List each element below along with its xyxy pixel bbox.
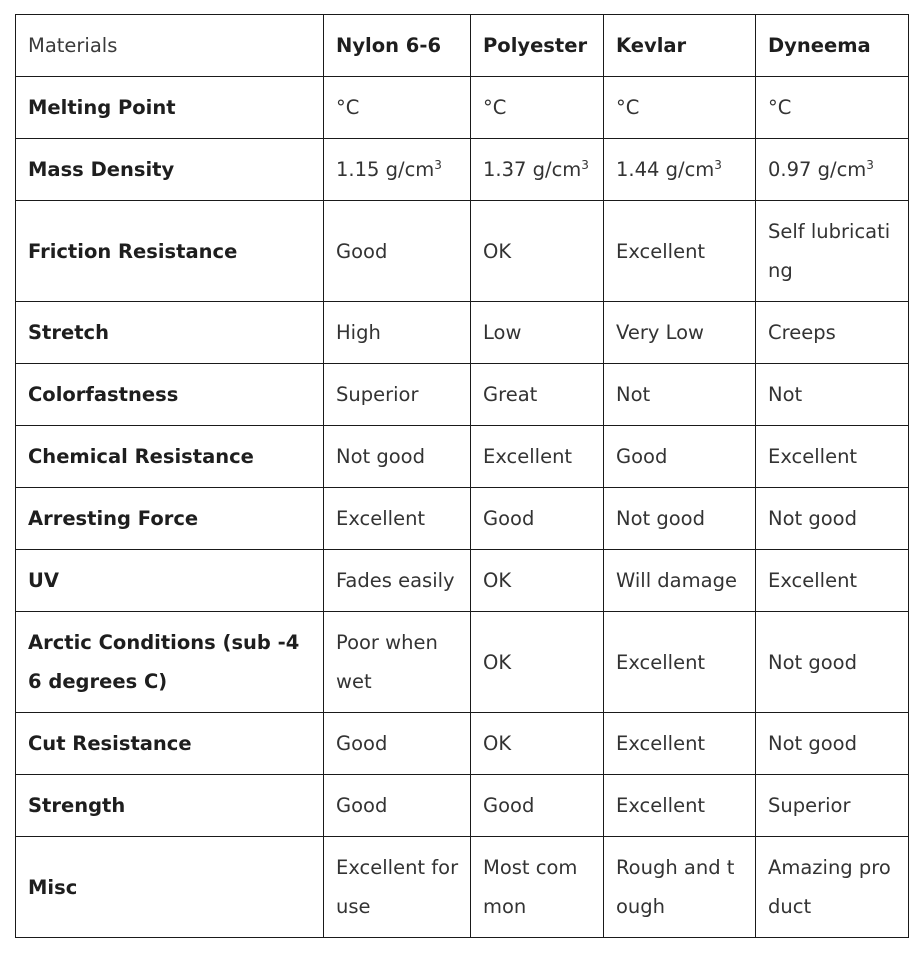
row-label-misc: Misc (16, 837, 324, 938)
table-row (16, 426, 909, 488)
table-cell: OK (471, 612, 604, 713)
table-cell: Not good (604, 488, 756, 550)
table-cell (756, 139, 909, 201)
superscript: 3 (581, 158, 589, 172)
table-row (16, 488, 909, 550)
table-cell: Poor when wet (324, 612, 471, 713)
table-cell (604, 139, 756, 201)
table-cell: Superior (324, 364, 471, 426)
table-cell: Excellent (604, 713, 756, 775)
table-cell (324, 139, 471, 201)
table-cell: Excellent for use (324, 837, 471, 938)
table-row (16, 302, 909, 364)
table-cell: Excellent (324, 488, 471, 550)
cell-value: 0.97 g/cm (768, 158, 867, 181)
table-cell: OK (471, 201, 604, 302)
column-header-polyester: Polyester (471, 15, 604, 77)
row-label-friction-resistance: Friction Resistance (16, 201, 324, 302)
table-cell: Not good (756, 612, 909, 713)
table-row (16, 550, 909, 612)
table-cell (471, 139, 604, 201)
table-cell: Good (471, 775, 604, 837)
table-cell: Excellent (756, 550, 909, 612)
table-cell: Creeps (756, 302, 909, 364)
table-cell: Not good (756, 488, 909, 550)
row-label-chemical-resistance: Chemical Resistance (16, 426, 324, 488)
table-row (16, 201, 909, 302)
table-row (16, 837, 909, 938)
table-cell: Excellent (604, 612, 756, 713)
row-label-arresting-force: Arresting Force (16, 488, 324, 550)
table-cell: °C (756, 77, 909, 139)
table-cell: Good (324, 201, 471, 302)
cell-value: 1.44 g/cm (616, 158, 715, 181)
table-cell: °C (604, 77, 756, 139)
table-cell: Most common (471, 837, 604, 938)
table-cell: Fades easily (324, 550, 471, 612)
table-cell: Good (324, 775, 471, 837)
table-cell: Not (604, 364, 756, 426)
superscript: 3 (866, 158, 874, 172)
table-cell: Not good (756, 713, 909, 775)
row-label-arctic-conditions: Arctic Conditions (sub -46 degrees C) (16, 612, 324, 713)
table-cell: Superior (756, 775, 909, 837)
materials-comparison-table (15, 14, 909, 938)
column-header-nylon: Nylon 6-6 (324, 15, 471, 77)
table-cell: °C (471, 77, 604, 139)
table-cell: High (324, 302, 471, 364)
row-label-cut-resistance: Cut Resistance (16, 713, 324, 775)
table-header-row (16, 15, 909, 77)
table-cell: Very Low (604, 302, 756, 364)
column-header-dyneema: Dyneema (756, 15, 909, 77)
superscript: 3 (434, 158, 442, 172)
table-cell: Good (324, 713, 471, 775)
row-label-strength: Strength (16, 775, 324, 837)
row-label-uv: UV (16, 550, 324, 612)
table-cell: Excellent (604, 201, 756, 302)
table-cell: Great (471, 364, 604, 426)
table-cell: Low (471, 302, 604, 364)
cell-value: 1.15 g/cm (336, 158, 435, 181)
table-cell: °C (324, 77, 471, 139)
corner-header-cell: Materials (16, 15, 324, 77)
row-label-stretch: Stretch (16, 302, 324, 364)
table-cell: Will damage (604, 550, 756, 612)
row-label-mass-density: Mass Density (16, 139, 324, 201)
table-cell: Excellent (756, 426, 909, 488)
table-cell: Amazing product (756, 837, 909, 938)
table-row (16, 77, 909, 139)
table-cell: Excellent (604, 775, 756, 837)
table-cell: Not good (324, 426, 471, 488)
cell-value: 1.37 g/cm (483, 158, 582, 181)
table-cell: Good (471, 488, 604, 550)
table-cell: Good (604, 426, 756, 488)
table-row (16, 612, 909, 713)
table-cell: Excellent (471, 426, 604, 488)
table-cell: Self lubricating (756, 201, 909, 302)
table-cell: OK (471, 550, 604, 612)
table-row (16, 775, 909, 837)
table-cell: Not (756, 364, 909, 426)
table-row (16, 713, 909, 775)
table-row (16, 364, 909, 426)
table-cell: Rough and tough (604, 837, 756, 938)
superscript: 3 (714, 158, 722, 172)
table-row (16, 139, 909, 201)
column-header-kevlar: Kevlar (604, 15, 756, 77)
row-label-colorfastness: Colorfastness (16, 364, 324, 426)
table-cell: OK (471, 713, 604, 775)
row-label-melting-point: Melting Point (16, 77, 324, 139)
